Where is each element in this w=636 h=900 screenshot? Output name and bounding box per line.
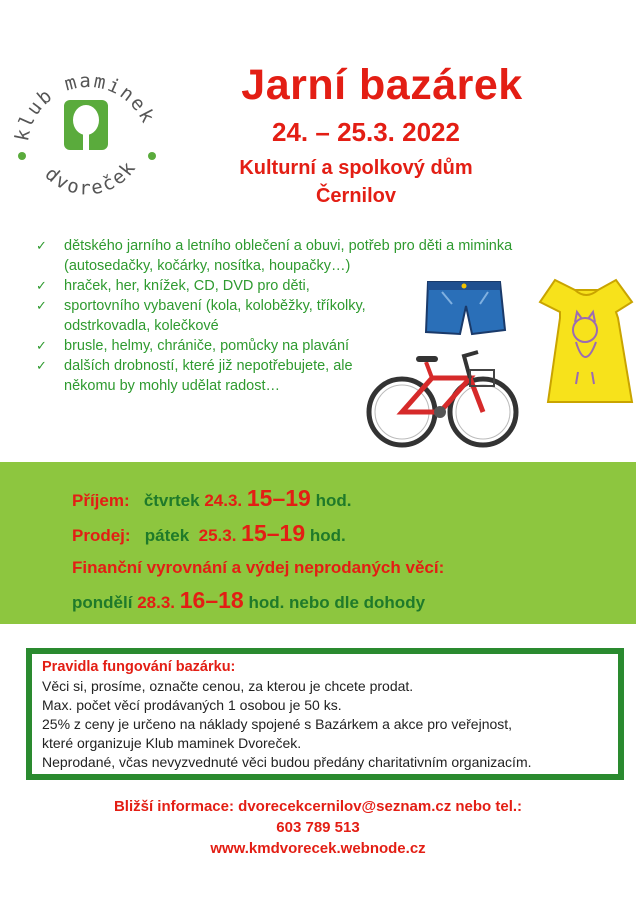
rules-box <box>26 648 624 780</box>
sale-row: Prodej: pátek 25.3. 15–19 hod. <box>72 520 346 546</box>
bicycle-icon <box>369 352 516 445</box>
website-link[interactable]: www.kmdvorecek.webnode.cz <box>210 840 426 857</box>
rules-heading: Pravidla fungování bazárku: <box>42 659 236 675</box>
venue-line-1: Kulturní a spolkový dům <box>239 157 473 179</box>
venue-line-2: Černilov <box>315 185 397 207</box>
page-title: Jarní bazárek <box>241 61 523 109</box>
list-item: ✓ sportovního vybavení (kola, koloběžky, tříkolky, odstrkovadla, kolečkové <box>36 298 366 334</box>
rules-line: Věci si, prosíme, označte cenou, za kterou je chcete prodat. <box>42 678 414 694</box>
list-item: ✓ hraček, her, knížek, CD, DVD pro děti, <box>36 278 310 294</box>
intake-row: Příjem: čtvrtek 24.3. 15–19 hod. <box>72 485 352 511</box>
check-icon: ✓ <box>36 298 47 313</box>
contact-info[interactable]: Bližší informace: dvorecekcernilov@seznam.cz nebo tel.: <box>113 798 523 815</box>
check-icon: ✓ <box>36 358 47 373</box>
dress-with-cat-icon <box>540 280 632 402</box>
rules-line: 25% z ceny je určeno na náklady spojené s Bazárkem a akce pro veřejnost, <box>42 716 513 732</box>
schedule <box>72 482 444 619</box>
list-item: ✓ dětského jarního a letního oblečení a obuvi, potřeb pro děti a miminka (autosedačky, kočárky, nosítka, houpačky…) <box>36 238 513 274</box>
list-item: ✓ brusle, helmy, chrániče, pomůcky na plavání <box>36 338 350 354</box>
check-icon: ✓ <box>36 278 47 293</box>
logo-top-text: klub maminek <box>11 69 160 143</box>
settlement-heading: Finanční vyrovnání a výdej neprodaných věcí: <box>72 558 445 577</box>
rules-line: Neprodané, včas nevyzvednuté věci budou předány charitativním organizacím. <box>42 754 532 770</box>
settlement-row: pondělí 28.3. 16–18 hod. nebo dle dohody <box>72 587 426 613</box>
phone-number[interactable]: 603 789 513 <box>276 819 360 836</box>
check-icon: ✓ <box>36 338 47 353</box>
list-item: ✓ dalších drobností, které již nepotřebujete, ale někomu by mohly udělat radost… <box>36 358 353 394</box>
event-dates: 24. – 25.3. 2022 <box>272 117 460 147</box>
footer <box>0 796 636 859</box>
shorts-icon <box>426 282 505 334</box>
check-icon: ✓ <box>36 238 47 253</box>
rules-line: Max. počet věcí prodávaných 1 osobou je 50 ks. <box>42 697 342 713</box>
rules-line: které organizuje Klub maminek Dvoreček. <box>42 735 302 751</box>
logo-bottom-text: dvoreček <box>40 156 141 200</box>
